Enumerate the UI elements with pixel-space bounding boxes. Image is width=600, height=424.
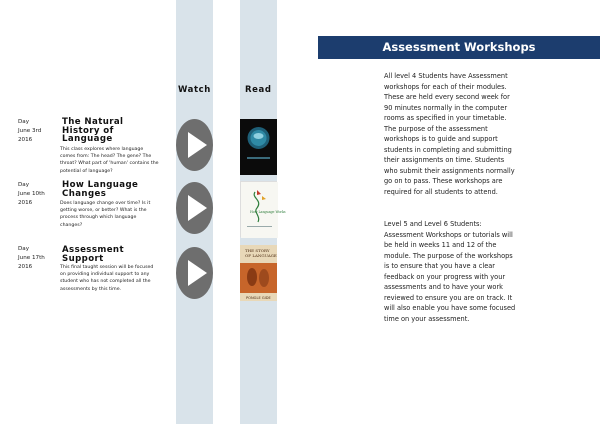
book-cover-icon [241, 182, 286, 238]
book-cover-icon [240, 119, 277, 175]
play-icon [176, 182, 213, 234]
book-cover-session-1[interactable] [240, 119, 277, 175]
play-button-session-3[interactable] [176, 247, 213, 299]
assessment-workshops-banner: Assessment Workshops [318, 36, 600, 59]
day-label: Day [18, 119, 30, 125]
date-value: June 10th [18, 191, 45, 197]
watch-column-header: Watch [178, 85, 211, 95]
year-value: 2016 [18, 264, 33, 270]
date-value: June 3rd [18, 128, 42, 134]
date-value: June 17th [18, 255, 45, 261]
year-value: 2016 [18, 200, 33, 206]
day-label: Day [18, 182, 30, 188]
book2-title: How Language Works [250, 210, 286, 214]
session-description: This final taught session will be focused on providing individual support to any student who has not completed all the assessments by this time. [60, 265, 154, 292]
play-icon [176, 247, 213, 299]
book3-title-line1: THE STORY [245, 248, 270, 253]
book-cover-session-2[interactable] [240, 181, 286, 237]
book-cover-icon [240, 245, 277, 301]
session-description: Does language change over time? Is it getting worse, or better? What is the process through which language changes? [60, 201, 151, 228]
session-description: This class explores where language comes from: The head? The gene? The throat? What part of 'human' contains the potential of language? [60, 147, 159, 174]
play-icon [176, 119, 213, 171]
info-paragraph-1: All level 4 Students have Assessment workshops for each of their modules. These are held every second week for 90 minutes normally in the computer rooms as specified in your timetable. The purpose of the assessment workshops is to guide and support students in completing and submitting their assignments on time. Students who submit their assignments normally go on to pass. These workshops are required for all students to attend. [384, 72, 515, 197]
book3-author: PONGLE GIDE [246, 296, 271, 300]
play-button-session-1[interactable] [176, 119, 213, 171]
session-date [18, 118, 58, 145]
play-button-session-2[interactable] [176, 182, 213, 234]
session-title: The Natural History of Language [62, 117, 124, 144]
book3-title-line2: OF LANGUAGE [245, 253, 277, 258]
book-cover-session-3[interactable] [240, 245, 277, 301]
year-value: 2016 [18, 137, 33, 143]
info-paragraph-2: Level 5 and Level 6 Students: Assessment Workshops or tutorials will be held in weeks 11 and 12 of the module. The purpose of the workshops is to ensure that you have a clear feedback on your progress with your assessments and to have your work reviewed to ensure you are on track. It will also enable you have some focused time on your assessment. [384, 220, 516, 323]
session-date [18, 245, 58, 272]
read-column-header: Read [245, 85, 272, 95]
session-title: How Language Changes [62, 180, 139, 199]
day-label: Day [18, 246, 30, 252]
session-date [18, 181, 58, 208]
session-title: Assessment Support [62, 245, 124, 264]
